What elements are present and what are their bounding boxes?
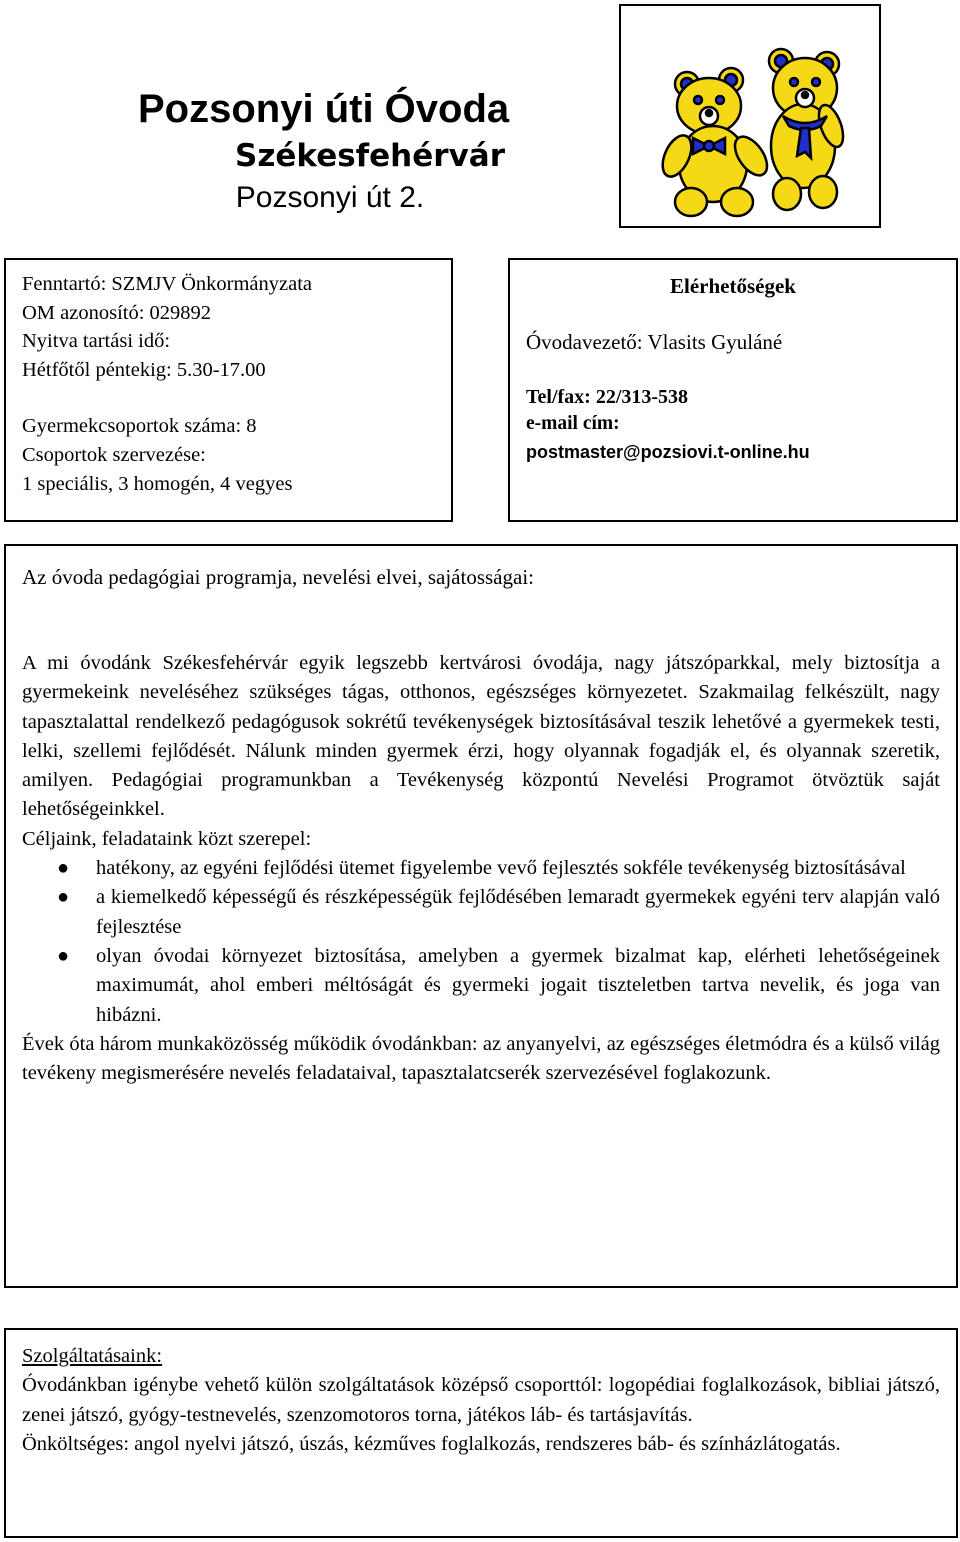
group-organization: 1 speciális, 3 homogén, 4 vegyes	[22, 472, 293, 495]
maintainer: Fenntartó: SZMJV Önkormányzata	[22, 273, 312, 295]
email-label: e-mail cím:	[526, 413, 620, 434]
address: Pozsonyi út 2.	[235, 181, 425, 214]
services-heading: Szolgáltatásaink:	[22, 1345, 163, 1367]
free-services: Óvodánkban igénybe vehető külön szolgáltatások középső csoporttól: logopédiai foglalkozások, bibliai játszó, zenei játszó, gyógy-testnevelés, szenzomotoros torna, játékos láb- és tartásjavítás.	[22, 1374, 940, 1426]
list-item: ● hatékony, az egyéni fejlődési ütemet figyelembe vevő fejlesztés sokféle tevékenység biztosításával	[96, 854, 940, 883]
phone-fax: Tel/fax: 22/313-538	[526, 386, 689, 408]
page-title: Pozsonyi úti Óvoda	[138, 87, 510, 131]
services-box	[4, 1328, 958, 1538]
contact-heading: Elérhetőségek	[670, 274, 796, 298]
goals-list	[22, 854, 940, 1030]
group-count: Gyermekcsoportok száma: 8	[22, 415, 257, 438]
list-item: ● olyan óvodai környezet biztosítása, amelyben a gyermek bizalmat kap, elérheti lehetőségeinek maximumát, ahol emberi méltóságát és gyermeki jogait tiszteletben tartva nevelik, és joga van hibázni.	[96, 942, 940, 1030]
bullet-icon: ●	[57, 886, 70, 909]
program-paragraph: A mi óvodánk Székesfehérvár egyik legszebb kertvárosi óvodája, nagy játszóparkkal, mely biztosítja a gyermekeink neveléséhez szükséges tágas, otthonos, egészséges környezetet. Szakmailag felkészült, nagy tapasztalattal rendelkező pedagógusok sokrétű tevékenységek biztosításával teszik lehetővé a gyermekek testi, lelki, szellemi fejlődését. Nálunk minden gyermek érzi, hogy olyannak fogadják el, és olyannak szeretik, amilyen. Pedagógiai programunkban a Tevékenység központú Nevelési Programot ötvöztük saját lehetőségeinkkel.	[22, 652, 940, 821]
teddy-bears-icon	[621, 6, 879, 226]
program-closing: Évek óta három munkaközösség működik óvodánkban: az anyanyelvi, az egészséges életmódra és a külső világ tevékeny megismerésére nevelés feladataival, tapasztalatcserék szervezésével foglakozunk.	[22, 1032, 940, 1085]
info-box	[4, 258, 453, 522]
contact-box	[508, 258, 958, 522]
goals-intro: Céljaink, feladataink közt szerepel:	[22, 827, 312, 850]
email-address[interactable]: postmaster@pozsiovi.t-online.hu	[526, 442, 810, 462]
header	[138, 84, 590, 218]
bullet-icon: ●	[57, 944, 70, 967]
program-box	[4, 544, 958, 1288]
opening-hours: Hétfőtől péntekig: 5.30-17.00	[22, 358, 266, 381]
list-item: ● a kiemelkedő képességű és részképességük fejlődésében lemaradt gyermekek egyéni terv alapján való fejlesztése	[96, 883, 940, 942]
om-id: OM azonosító: 029892	[22, 301, 212, 324]
logo-frame	[619, 4, 881, 228]
kindergarten-leader: Óvodavezető: Vlasits Gyuláné	[526, 330, 783, 354]
group-organization-label: Csoportok szervezése:	[22, 443, 206, 466]
opening-hours-label: Nyitva tartási idő:	[22, 330, 171, 353]
city-name: Székesfehérvár	[235, 138, 505, 174]
bullet-icon: ●	[57, 857, 70, 880]
program-heading: Az óvoda pedagógiai programja, nevelési elvei, sajátosságai:	[22, 565, 534, 589]
paid-services: Önköltséges: angol nyelvi játszó, úszás, kézműves foglalkozás, rendszeres báb- és színházlátogatás.	[22, 1432, 841, 1455]
